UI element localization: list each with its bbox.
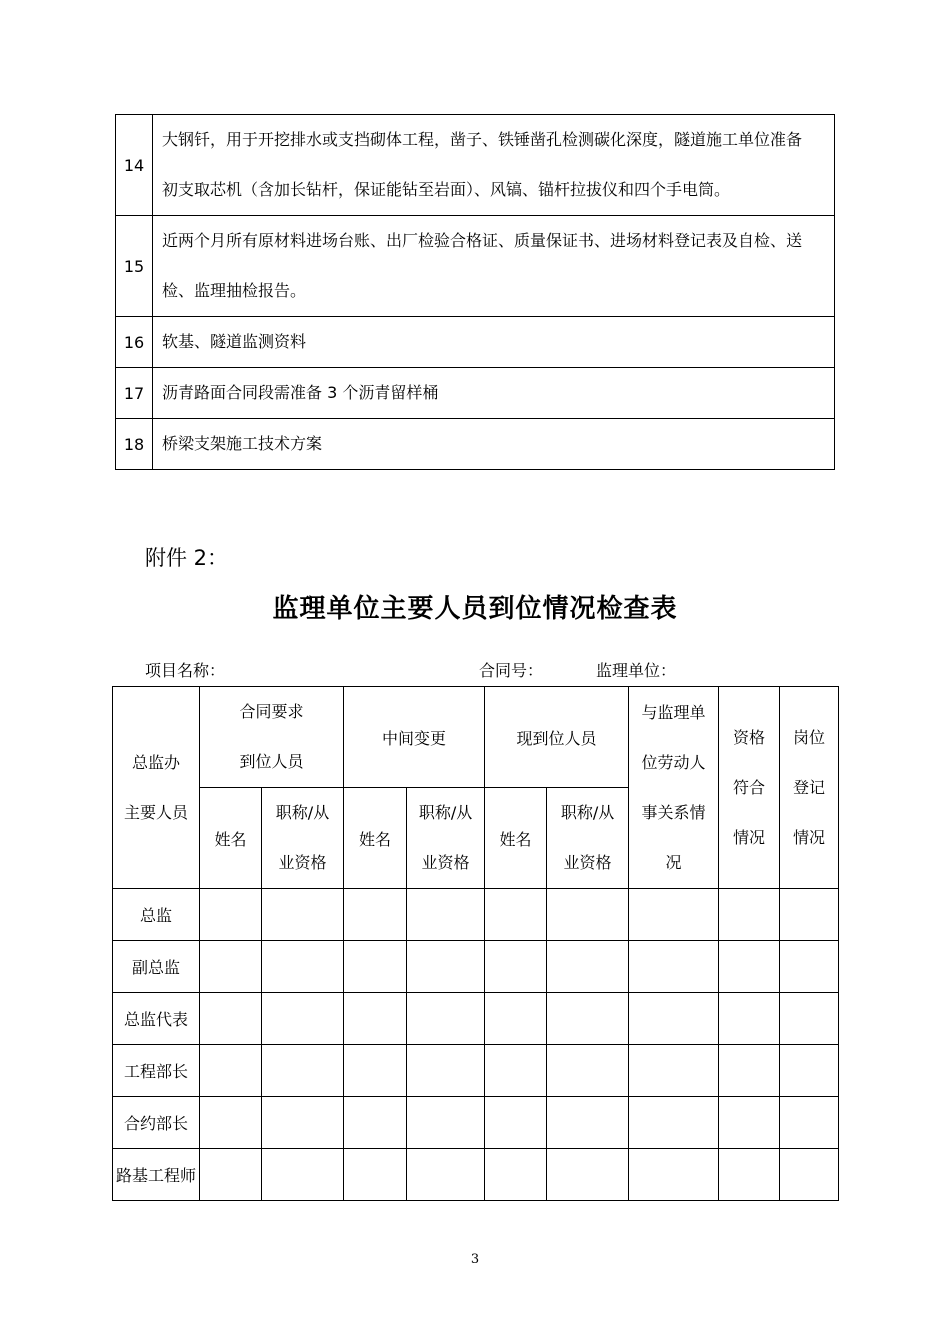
table-row xyxy=(113,1149,839,1201)
empty-cell xyxy=(547,1045,629,1097)
empty-cell xyxy=(780,993,839,1045)
empty-cell xyxy=(485,889,547,941)
empty-cell xyxy=(344,1149,407,1201)
role-cell: 总监 xyxy=(113,889,200,941)
empty-cell xyxy=(344,1045,407,1097)
empty-cell xyxy=(485,993,547,1045)
table-row xyxy=(113,1045,839,1097)
subheader-name: 姓名 xyxy=(344,788,407,889)
row-number: 16 xyxy=(116,317,153,368)
empty-cell xyxy=(547,1097,629,1149)
header-text: 职称/从 xyxy=(418,803,473,822)
empty-cell xyxy=(780,1149,839,1201)
empty-cell xyxy=(485,941,547,993)
header-text: 业资格 xyxy=(563,853,612,872)
empty-cell xyxy=(200,1045,262,1097)
personnel-check-table xyxy=(112,686,839,1201)
header-labor-relation xyxy=(629,687,719,889)
header-text: 情况 xyxy=(793,827,826,847)
subheader-name: 姓名 xyxy=(485,788,547,889)
row-text-line: 检、监理抽检报告。 xyxy=(162,281,307,300)
header-text: 合同要求 xyxy=(239,702,304,721)
table-row xyxy=(116,216,835,317)
empty-cell xyxy=(200,1149,262,1201)
empty-cell xyxy=(407,1097,485,1149)
empty-cell xyxy=(719,1045,780,1097)
row-number: 14 xyxy=(116,115,153,216)
empty-cell xyxy=(200,941,262,993)
header-text: 情况 xyxy=(733,827,766,847)
subheader-title xyxy=(547,788,629,889)
subheader-name: 姓名 xyxy=(200,788,262,889)
empty-cell xyxy=(407,1149,485,1201)
header-text: 业资格 xyxy=(421,853,470,872)
empty-cell xyxy=(780,1097,839,1149)
role-cell: 副总监 xyxy=(113,941,200,993)
empty-cell xyxy=(200,993,262,1045)
attachment-label: 附件 2： xyxy=(145,546,229,570)
empty-cell xyxy=(262,889,344,941)
empty-cell xyxy=(629,1045,719,1097)
row-text-line: 初支取芯机（含加长钻杆，保证能钻至岩面）、风镐、锚杆拉拔仪和四个手电筒。 xyxy=(162,180,731,199)
empty-cell xyxy=(719,1097,780,1149)
subheader-title xyxy=(407,788,485,889)
empty-cell xyxy=(262,993,344,1045)
row-text-line: 大钢钎，用于开挖排水或支挡砌体工程，凿子、铁锤凿孔检测碳化深度，隧道施工单位准备 xyxy=(162,130,803,149)
empty-cell xyxy=(407,993,485,1045)
row-number: 17 xyxy=(116,368,153,419)
header-text: 业资格 xyxy=(278,853,327,872)
empty-cell xyxy=(780,1045,839,1097)
header-text: 位劳动人 xyxy=(641,752,706,772)
empty-cell xyxy=(629,993,719,1045)
table-row xyxy=(116,368,835,419)
empty-cell xyxy=(262,1097,344,1149)
header-post-registration xyxy=(780,687,839,889)
empty-cell xyxy=(547,889,629,941)
header-text: 登记 xyxy=(793,777,826,797)
empty-cell xyxy=(629,941,719,993)
empty-cell xyxy=(719,1149,780,1201)
header-present-personnel: 现到位人员 xyxy=(485,687,629,788)
row-text-line: 近两个月所有原材料进场台账、出厂检验合格证、质量保证书、进场材料登记表及自检、送 xyxy=(162,231,803,250)
header-text: 主要人员 xyxy=(123,802,188,822)
empty-cell xyxy=(262,941,344,993)
empty-cell xyxy=(780,941,839,993)
empty-cell xyxy=(719,941,780,993)
header-main-personnel xyxy=(113,687,200,889)
table-row xyxy=(116,419,835,470)
page-title: 监理单位主要人员到位情况检查表 xyxy=(272,594,678,624)
empty-cell xyxy=(262,1149,344,1201)
header-text: 事关系情 xyxy=(641,802,706,822)
header-required-personnel xyxy=(200,687,344,788)
empty-cell xyxy=(200,1097,262,1149)
empty-cell xyxy=(629,889,719,941)
empty-cell xyxy=(262,1045,344,1097)
subheader-title xyxy=(262,788,344,889)
table-row xyxy=(113,941,839,993)
header-text: 况 xyxy=(665,852,682,872)
empty-cell xyxy=(719,889,780,941)
header-text: 到位人员 xyxy=(239,752,304,771)
table-row xyxy=(113,1097,839,1149)
empty-cell xyxy=(344,993,407,1045)
empty-cell xyxy=(629,1097,719,1149)
row-content xyxy=(153,115,835,216)
header-text: 符合 xyxy=(733,777,766,797)
empty-cell xyxy=(780,889,839,941)
empty-cell xyxy=(629,1149,719,1201)
row-content: 桥梁支架施工技术方案 xyxy=(153,419,835,470)
project-name-label: 项目名称： xyxy=(145,661,226,680)
table-row xyxy=(113,993,839,1045)
role-cell: 总监代表 xyxy=(113,993,200,1045)
empty-cell xyxy=(407,889,485,941)
empty-cell xyxy=(344,889,407,941)
empty-cell xyxy=(547,1149,629,1201)
empty-cell xyxy=(547,941,629,993)
role-cell: 工程部长 xyxy=(113,1045,200,1097)
empty-cell xyxy=(485,1149,547,1201)
empty-cell xyxy=(485,1097,547,1149)
header-text: 资格 xyxy=(733,727,766,747)
row-content xyxy=(153,216,835,317)
empty-cell xyxy=(344,941,407,993)
table-row xyxy=(116,317,835,368)
supervision-unit-label: 监理单位： xyxy=(596,661,677,680)
header-text: 与监理单 xyxy=(641,702,706,722)
header-text: 岗位 xyxy=(793,727,826,747)
row-content: 沥青路面合同段需准备 3 个沥青留样桶 xyxy=(153,368,835,419)
table-row xyxy=(116,115,835,216)
header-text: 职称/从 xyxy=(560,803,615,822)
empty-cell xyxy=(344,1097,407,1149)
role-cell: 合约部长 xyxy=(113,1097,200,1149)
header-text: 职称/从 xyxy=(275,803,330,822)
table-row xyxy=(113,889,839,941)
materials-checklist-table xyxy=(115,114,835,470)
row-number: 15 xyxy=(116,216,153,317)
empty-cell xyxy=(719,993,780,1045)
empty-cell xyxy=(485,1045,547,1097)
row-content: 软基、隧道监测资料 xyxy=(153,317,835,368)
contract-number-label: 合同号： xyxy=(479,661,544,680)
row-number: 18 xyxy=(116,419,153,470)
page-number: 3 xyxy=(470,1252,480,1267)
empty-cell xyxy=(547,993,629,1045)
role-cell: 路基工程师 xyxy=(113,1149,200,1201)
header-row xyxy=(113,687,839,788)
header-interim-change: 中间变更 xyxy=(344,687,485,788)
header-text: 总监办 xyxy=(131,752,180,772)
empty-cell xyxy=(407,1045,485,1097)
header-qualification-match xyxy=(719,687,780,889)
empty-cell xyxy=(407,941,485,993)
empty-cell xyxy=(200,889,262,941)
